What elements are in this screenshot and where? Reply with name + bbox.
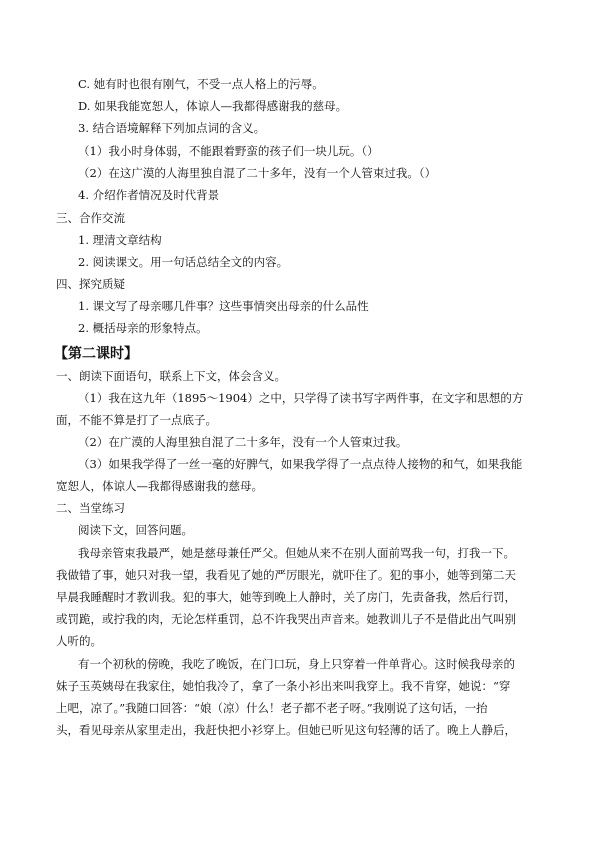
sentence-3-line-2: 宽恕人，体谅人—我都得感谢我的慈母。 <box>56 479 263 493</box>
question-4: 4. 介绍作者情况及时代背景 <box>78 188 220 202</box>
choice-d: D. 如果我能宽恕人，体谅人—我都得感谢我的慈母。 <box>78 99 348 113</box>
passage-p2-line-2: 妹子玉英姨母在我家住，她怕我冷了，拿了一条小衫出来叫我穿上。我不肯穿，她说：“穿 <box>56 679 511 693</box>
sentence-1-line-1: （1）我在这九年（1895～1904）之中，只学得了读书写字两件事，在文字和思想的方 <box>78 391 524 405</box>
section-3-item-2: 2. 阅读课文。用一句话总结全文的内容。 <box>78 255 289 269</box>
section-3-item-1: 1. 理清文章结构 <box>78 233 162 247</box>
passage-p2-line-1: 有一个初秋的傍晚，我吃了晚饭，在门口玩，身上只穿着一件单背心。这时候我母亲的 <box>78 657 515 671</box>
passage-p1-line-2: 我做错了事，她只对我一望，我看见了她的严厉眼光，就吓住了。犯的事小，她等到第二天 <box>56 568 516 582</box>
sentence-3-line-1: （3）如果我学得了一丝一毫的好脾气，如果我学得了一点点待人接物的和气，如果我能 <box>78 457 523 471</box>
passage-p1-line-5: 人听的。 <box>56 634 102 648</box>
sentence-2: （2）在广漠的人海里独自混了二十多年，没有一个人管束过我。 <box>78 435 408 449</box>
section-3-title: 三、合作交流 <box>56 211 125 225</box>
passage-p2-line-4: 头，看见母亲从家里走出，我赶快把小衫穿上。但她已听见这句轻薄的话了。晚上人静后， <box>56 723 516 737</box>
section-4-item-2: 2. 概括母亲的形象特点。 <box>78 321 208 335</box>
passage-p1-line-1: 我母亲管束我最严，她是慈母兼任严父。但她从来不在别人面前骂我一句，打我一下。 <box>78 546 515 560</box>
part2-section-2-title: 二、当堂练习 <box>56 501 125 515</box>
passage-p1-line-4: 或罚跪，或拧我的肉，无论怎样重罚，总不许我哭出声音来。她教训儿子不是借此出气叫别 <box>56 612 516 626</box>
choice-c: C. 她有时也很有刚气，不受一点人格上的污辱。 <box>78 77 324 91</box>
passage-p1-line-3: 早晨我睡醒时才教训我。犯的事大，她等到晚上人静时，关了房门，先责备我，然后行罚， <box>56 590 516 604</box>
reading-instruction: 阅读下文，回答问题。 <box>78 523 193 537</box>
section-4-item-1: 1. 课文写了母亲哪几件事？这些事情突出母亲的什么品性 <box>78 299 369 313</box>
lesson-2-heading: 【第二课时】 <box>54 346 138 362</box>
question-3-item-1: （1）我小时身体弱，不能跟着野蛮的孩子们一块儿玩。（） <box>78 144 379 158</box>
passage-p2-line-3: 上吧，凉了。”我随口回答：“娘（凉）什么！老子都不老子呀。”我刚说了这句话，一抬 <box>56 701 488 715</box>
sentence-1-line-2: 面，不能不算是打了一点底子。 <box>56 413 217 427</box>
question-3: 3. 结合语境解释下列加点词的含义。 <box>78 121 266 135</box>
section-4-title: 四、探究质疑 <box>56 277 125 291</box>
part2-section-1-title: 一、朗读下面语句，联系上下文，体会含义。 <box>56 369 286 383</box>
question-3-item-2: （2）在这广漠的人海里独自混了二十多年，没有一个人管束过我。（） <box>78 166 437 180</box>
